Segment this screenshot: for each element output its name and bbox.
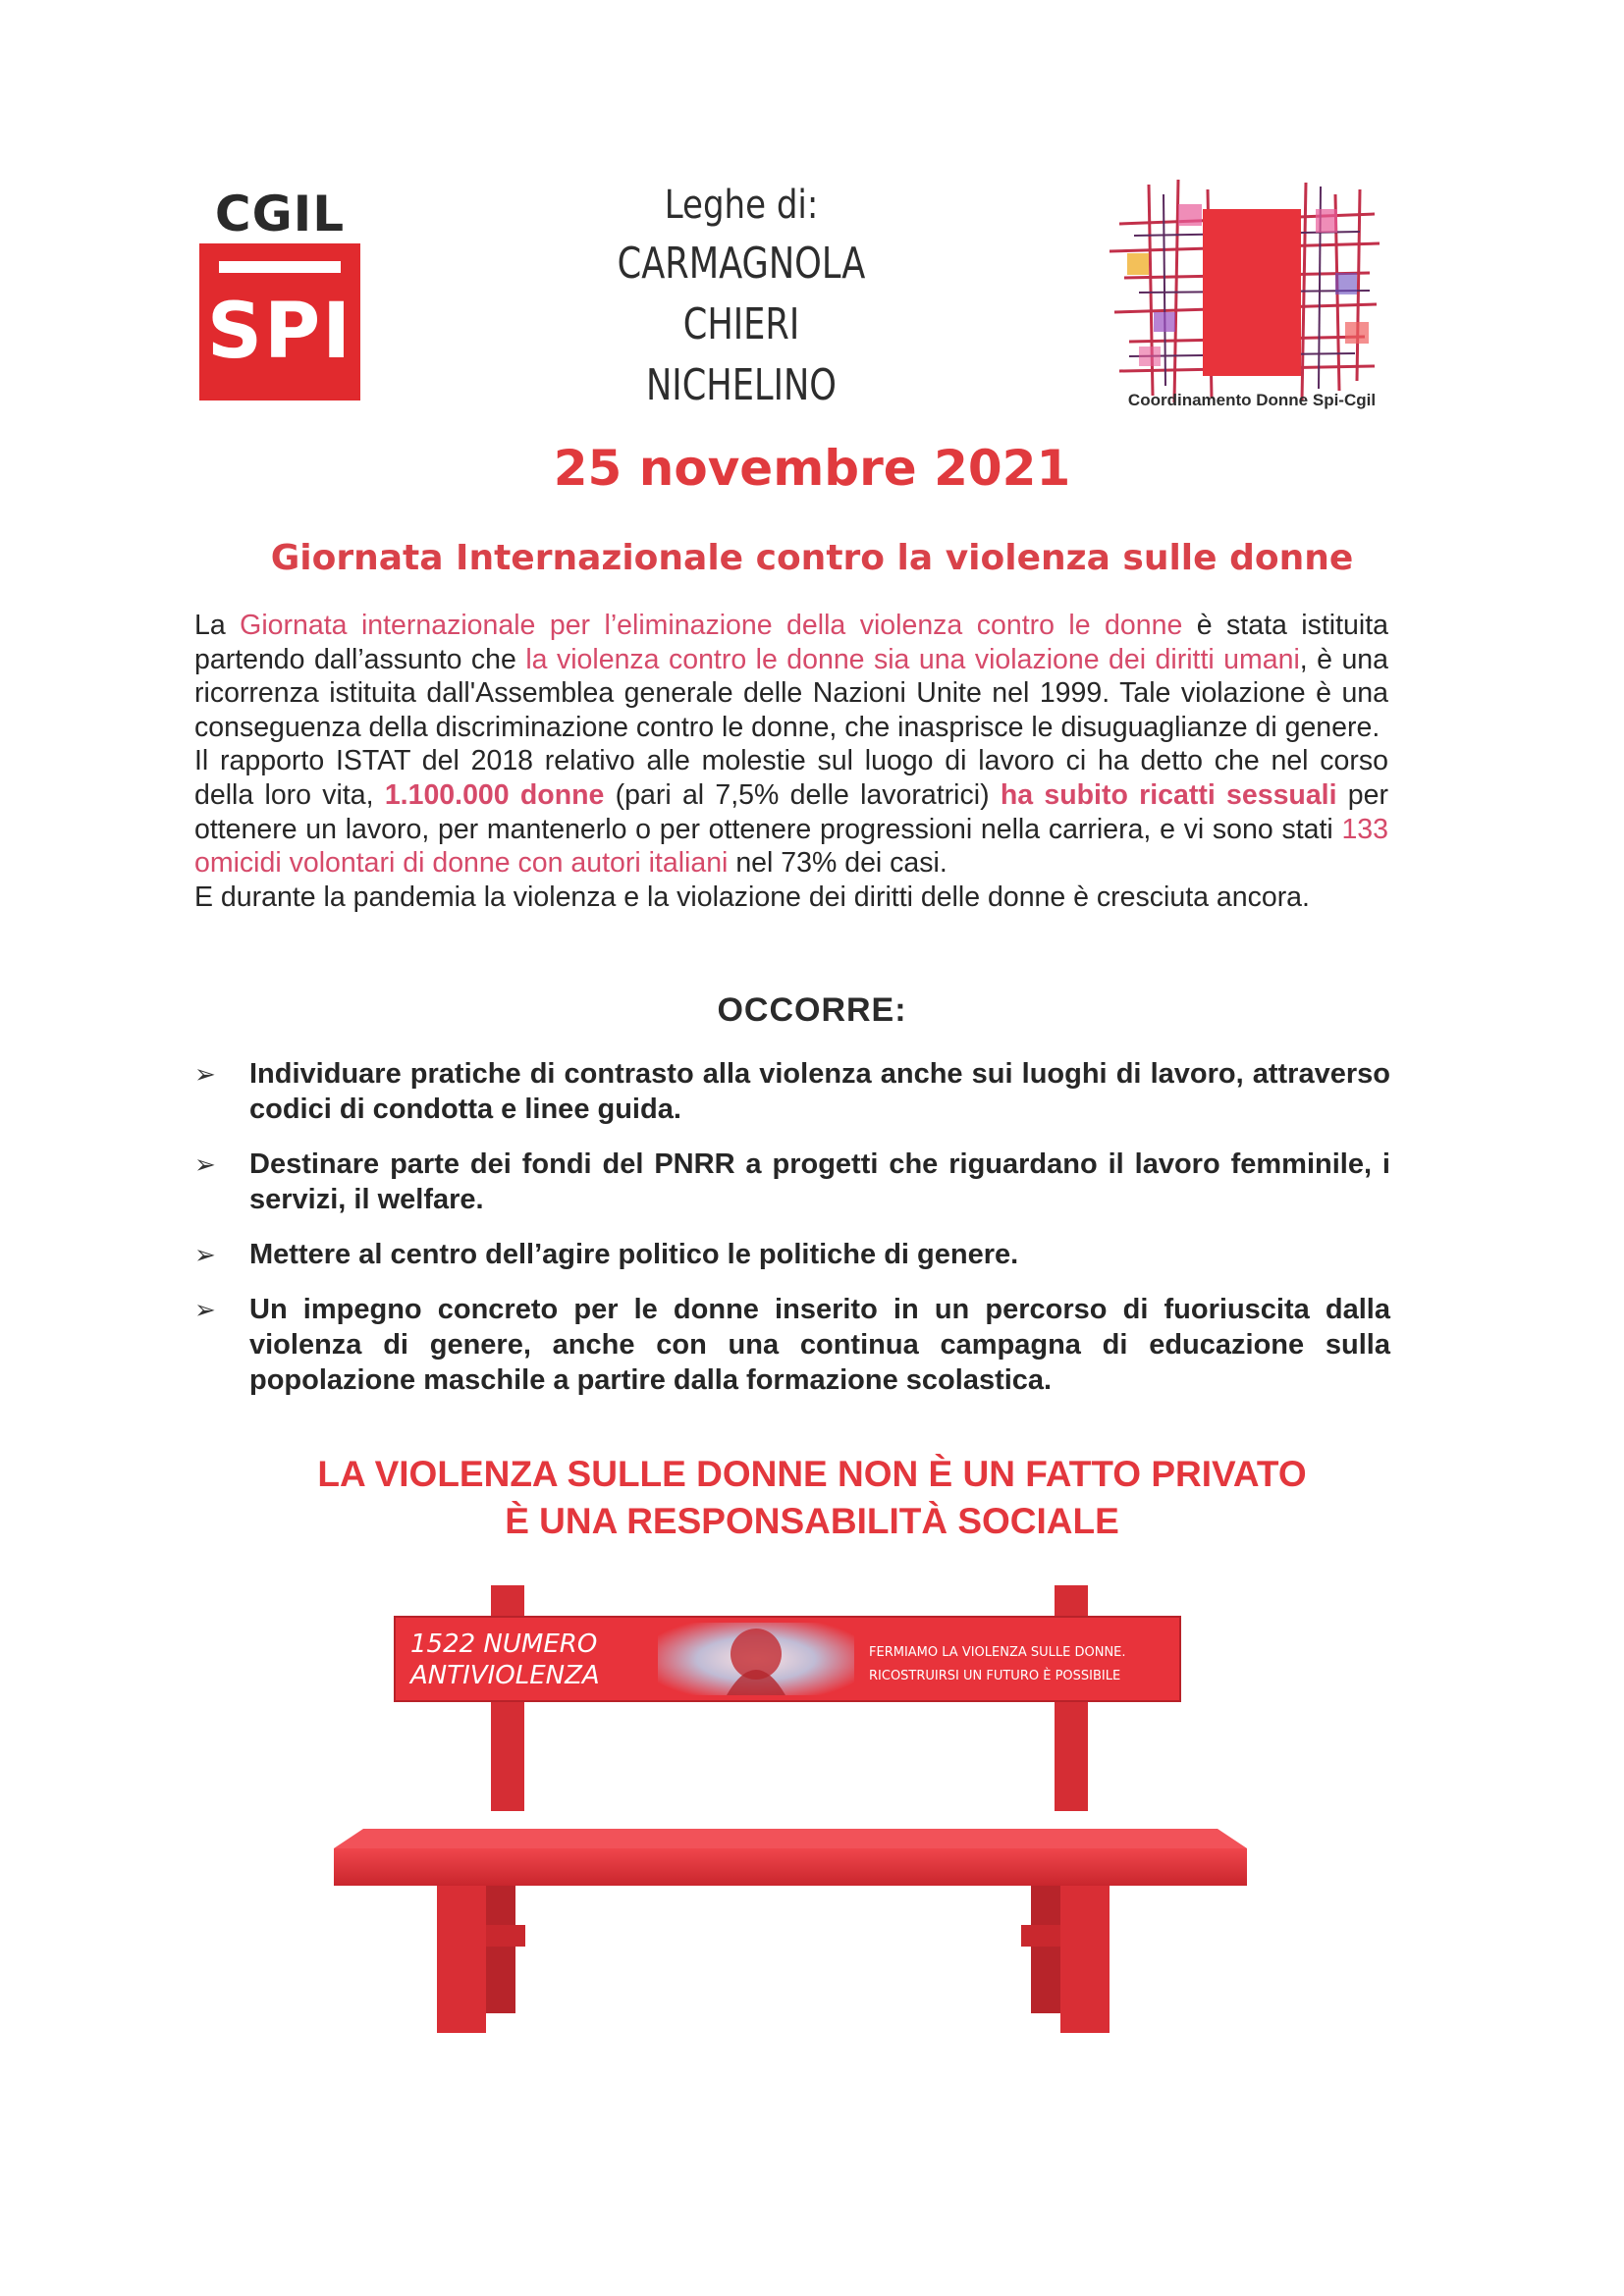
logo-spi-text: SPI: [206, 288, 353, 376]
logo-spi-box: [199, 243, 360, 400]
list-item: ➢ Mettere al centro dell’agire politico le politiche di genere.: [194, 1239, 1019, 1270]
leghe-header: [550, 177, 933, 416]
logo-cgil-text: CGIL: [214, 186, 346, 242]
town-carmagnola: CARMAGNOLA: [617, 239, 866, 289]
highlight-ricatti: ha subito ricatti sessuali: [1000, 778, 1337, 811]
paragraph-1: La Giornata internazionale per l’eliminazione della violenza contro le donne è stata istituita partendo dall’assunto che la violenza contro le donne sia una violazione dei diritti umani, è una ricorrenza istituita dall'Assemblea generale delle Nazioni Unite nel 1999. Tale violazione è una conseguenza della discriminazione contro le donne, che inasprisce le disuguaglianze di genere.: [194, 610, 1389, 743]
red-bench-image: [334, 1585, 1247, 2037]
town-nichelino: NICHELINO: [645, 360, 838, 410]
body-text: [194, 609, 1388, 914]
arrow-bullet-icon: ➢: [194, 1059, 216, 1089]
bench-text-ricostruirsi: RICOSTRUIRSI UN FUTURO È POSSIBILE: [869, 1669, 1121, 1683]
slogan: [0, 1451, 1624, 1545]
bench-text-fermiamo: FERMIAMO LA VIOLENZA SULLE DONNE.: [869, 1645, 1126, 1660]
occorre-heading: OCCORRE:: [717, 991, 907, 1029]
cgil-spi-logo: [199, 187, 360, 402]
highlight-donne-count: 1.100.000 donne: [384, 778, 605, 811]
slogan-line-2: È UNA RESPONSABILITÀ SOCIALE: [505, 1501, 1119, 1541]
list-item: ➢ Individuare pratiche di contrasto alla violenza anche sui luoghi di lavoro, attraverso codici di condotta e linee guida.: [194, 1058, 1390, 1125]
bench-text-antiviolenza: ANTIVIOLENZA: [410, 1661, 600, 1690]
event-date: 25 novembre 2021: [553, 440, 1071, 497]
arrow-bullet-icon: ➢: [194, 1295, 216, 1324]
slogan-line-1: LA VIOLENZA SULLE DONNE NON È UN FATTO PRIVATO: [317, 1454, 1307, 1494]
coordinamento-donne-logo: [1110, 175, 1384, 410]
event-subtitle: Giornata Internazionale contro la violenza sulle donne: [270, 538, 1354, 578]
bench-text-1522: 1522 NUMERO: [410, 1629, 598, 1659]
leghe-title: Leghe di:: [664, 183, 819, 228]
highlight-giornata: Giornata internazionale per l’eliminazione della violenza contro le donne: [240, 610, 1183, 641]
list-item: ➢ Destinare parte dei fondi del PNRR a progetti che riguardano il lavoro femminile, i servizi, il welfare.: [194, 1148, 1390, 1215]
highlight-diritti: la violenza contro le donne sia una violazione dei diritti umani: [525, 643, 1300, 675]
paragraph-2: Il rapporto ISTAT del 2018 relativo alle molestie sul luogo di lavoro ci ha detto che nel corso della loro vita, 1.100.000 donne (pari al 7,5% delle lavoratrici) ha subito ricatti sessuali per ottenere un lavoro, per mantenerlo o per ottenere progressioni nella carriera, e vi sono stati 133 omicidi volontari di donne con autori italiani nel 73% dei casi.: [194, 745, 1388, 880]
list-item: ➢ Un impegno concreto per le donne inserito in un percorso di fuoriuscita dalla violenza di genere, anche con una continua campagna di educazione sulla popolazione maschile a partire dalla formazione scolastica.: [194, 1294, 1390, 1396]
highlight-omicidi: 133 omicidi volontari di donne con autori italiani: [194, 813, 1388, 880]
logo-spi-bar: [219, 261, 341, 273]
town-chieri: CHIERI: [682, 299, 800, 349]
arrow-bullet-icon: ➢: [194, 1240, 216, 1269]
paragraph-3: E durante la pandemia la violenza e la violazione dei diritti delle donne è cresciuta ancora.: [194, 881, 1310, 913]
coordinamento-caption: Coordinamento Donne Spi-Cgil: [1127, 391, 1377, 409]
bullet-list: [194, 1056, 1390, 1417]
arrow-bullet-icon: ➢: [194, 1149, 216, 1179]
